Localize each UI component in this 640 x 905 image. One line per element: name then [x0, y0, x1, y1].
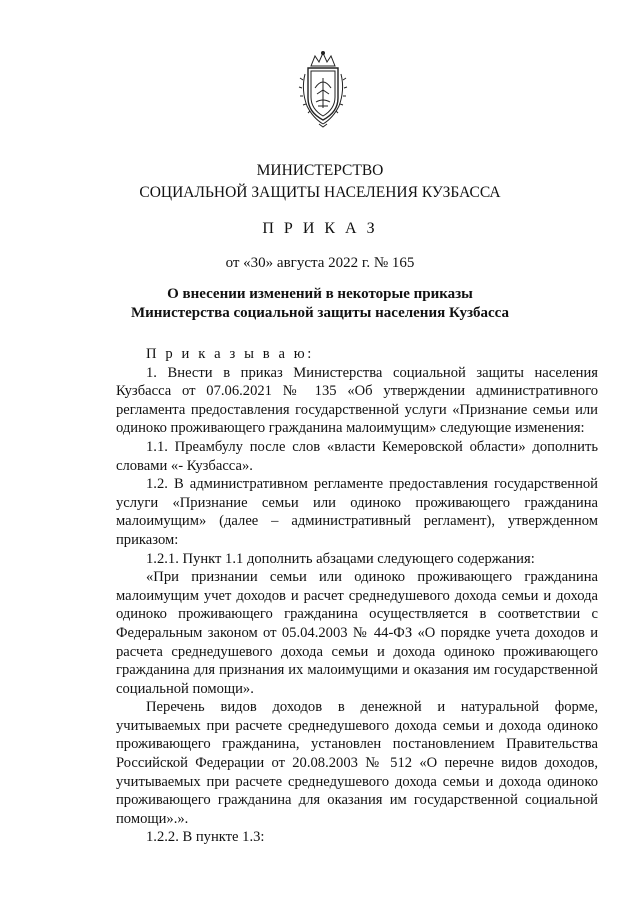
ministry-name [0, 160, 640, 204]
body-paragraph-quote-1: «При признании семьи или одиноко проживающего гражданина малоимущим учет доходов и расчет среднедушевого дохода семьи и дохода одиноко проживающего гражданина осуществляется в соответствии с Федеральным законом от 05.04.2003 № 44-ФЗ «О порядке учета доходов и расчета среднедушевого дохода семьи и дохода одиноко проживающего гражданина для признания их малоимущими и оказания им государственной социальной помощи». [116, 569, 598, 697]
order-subject [0, 285, 640, 323]
body-paragraph-quote-2: Перечень видов доходов в денежной и натуральной форме, учитываемых при расчете среднедушевого дохода семьи и дохода одиноко проживающего гражданина, установлен постановлением Правительства Российской Федерации от 20.08.2003 № 512 «О перечне видов доходов, учитываемых при расчете среднедушевого дохода семьи и дохода одиноко проживающего гражданина для оказания им государственной социальной помощи».». [116, 699, 598, 827]
body-paragraph-1-2-1: 1.2.1. Пункт 1.1 дополнить абзацами следующего содержания: [146, 550, 535, 567]
order-body [116, 345, 598, 847]
coat-of-arms-icon [297, 50, 349, 128]
body-paragraph-1-1: 1.1. Преамбулу после слов «власти Кемеровской области» дополнить словами «- Кузбасса». [116, 438, 598, 474]
subject-line-1: О внесении изменений в некоторые приказы [167, 286, 473, 302]
body-paragraph-1: 1. Внести в приказ Министерства социальной защиты населения Кузбасса от 07.06.2021 № 135 «Об утверждении административного регламента предоставления государственной услуги «Признание семьи или одиноко проживающего гражданина малоимущим» следующие изменения: [116, 364, 598, 437]
ministry-line-1: МИНИСТЕРСТВО [256, 162, 384, 179]
body-paragraph-1-2: 1.2. В административном регламенте предоставления государственной услуги «Признание семьи или одиноко проживающего гражданина малоимущим» (далее – административный регламент), утвержденном приказом: [116, 476, 598, 548]
subject-line-2: Министерства социальной защиты населения Кузбасса [130, 305, 509, 321]
order-title: П Р И К А З [262, 220, 378, 237]
body-paragraph-1-2-2: 1.2.2. В пункте 1.3: [146, 829, 265, 846]
ministry-line-2: СОЦИАЛЬНОЙ ЗАЩИТЫ НАСЕЛЕНИЯ КУЗБАССА [139, 184, 501, 201]
order-date: от «30» августа 2022 г. № 165 [225, 255, 415, 271]
body-paragraph-order-word: П р и к а з ы в а ю: [146, 346, 314, 362]
